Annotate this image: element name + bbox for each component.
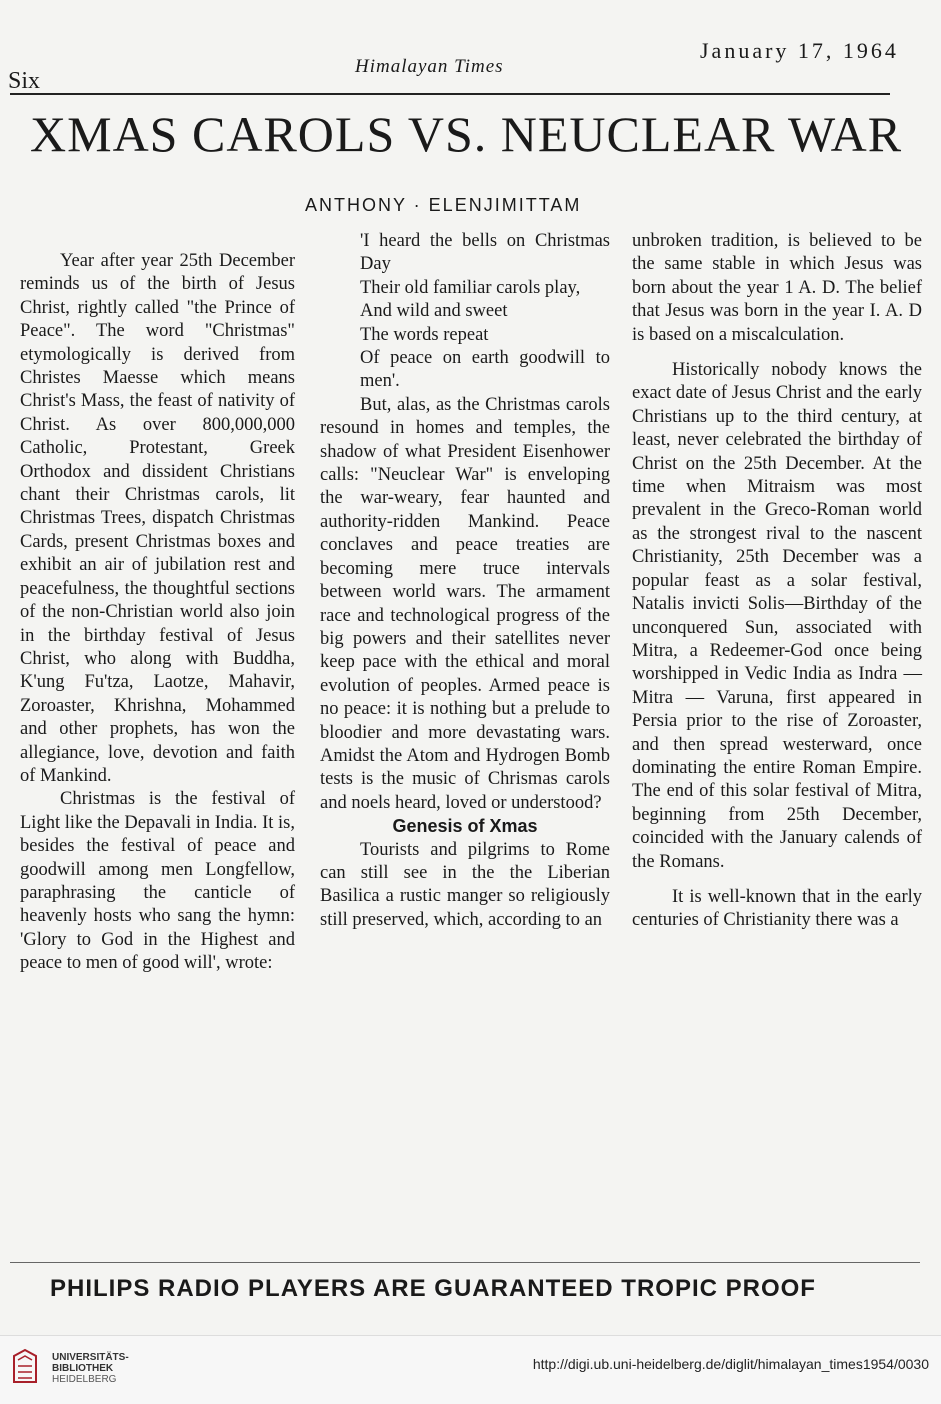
poem bbox=[320, 230, 610, 394]
issue-date: January 17, 1964 bbox=[700, 38, 899, 63]
paragraph: Historically nobody knows the exact date of Jesus Christ and the early Christians up to the third century, at least, never celebrated the birthday of Christ on the 25th December. At the time when Mitraism was most prevalent in the Greco-Roman world as the strongest rival to the nascent Christianity, 25th December was a popular feast as a solar festival, Natalis invicti Solis—Birthday of the unconquered Sun, associated with Mitra, a Redeemer-God once being worshipped in Vedic India as Indra — Mitra — Varuna, first appeared in Persia prior to the rise of Zoroaster, and then spread westerward, once dominating the entire Roman Empire. The end of this solar festival of Mitra, beginning from 25th December, coincided with the January calends of the Romans. bbox=[632, 360, 922, 872]
page-number: Six bbox=[8, 68, 41, 94]
poem-line: Of peace on earth goodwill to men'. bbox=[360, 348, 610, 392]
byline: ANTHONY · ELENJIMITTAM bbox=[305, 195, 582, 215]
advert-rule bbox=[10, 1262, 920, 1263]
subheading: Genesis of Xmas bbox=[392, 816, 538, 837]
library-name-line: BIBLIOTHEK bbox=[52, 1363, 114, 1374]
paragraph: unbroken tradition, is believed to be the same stable in which Jesus was born about the year 1 A. D. The belief that Jesus was born in the year I. A. D is based on a miscalculation. bbox=[632, 231, 922, 345]
library-logo-icon bbox=[10, 1346, 40, 1386]
poem-line: Their old familiar carols play, bbox=[360, 277, 581, 298]
paragraph: Tourists and pilgrims to Rome can still see in the the Liberian Basilica a rustic manger so religiously still preserved, which, according to an bbox=[320, 839, 610, 930]
header-rule bbox=[10, 93, 890, 95]
paragraph: Christmas is the festival of Light like the Depavali in India. It is, besides the festival of peace and goodwill among men Longfellow, paraphrasing the canticle of heavenly hosts who sang the hymn: 'Glory to God in the Highest and peace to men of good will', wrote: bbox=[20, 789, 295, 974]
poem-line: 'I heard the bells on Christmas Day bbox=[360, 231, 610, 275]
paragraph: Year after year 25th December reminds us of the birth of Jesus Christ, rightly called "the Prince of Peace". The word "Christmas" etymologically is derived from Christes Maesse which means Christ's Mass, the feast of nativity of Christ. As over 800,000,000 Catholic, Protestant, Greek Orthodox and dissident Christians chant their Christmas carols, lit Christmas Trees, dispatch Christmas Cards, present Christmas boxes and exhibit an air of jubilation rest and peacefulness, the thoughtful sections of the non-Christian world also join in the birthday festival of Jesus Christ, who along with Buddha, K'ung Fu'tza, Laotze, Mahavir, Zoroaster, Khrishna, Mohammed and other prophets, has won the allegiance, love, devotion and faith of Mankind. bbox=[20, 251, 295, 786]
column-1 bbox=[20, 250, 295, 976]
headline: XMAS CAROLS VS. NEUCLEAR WAR bbox=[30, 106, 903, 162]
column-2 bbox=[320, 230, 610, 932]
paragraph: But, alas, as the Christmas carols resound in homes and temples, the shadow of what President Eisenhower calls: "Neuclear War" is enveloping the war-weary, fear haunted and authority-ridden Mankind. Peace conclaves and peace treaties are becoming mere truce intervals between world wars. The armament race and technological progress of the big powers and their satellites never keep pace with the ethical and moral evolution of peoples. Armed peace is no peace: it is nothing but a prelude to bloodier and more devastating wars. Amidst the Atom and Hydrogen Bomb tests is the music of Chrismas carols and noels heard, loved or understood? bbox=[320, 394, 610, 813]
poem-line: And wild and sweet bbox=[360, 301, 508, 322]
library-name-line: HEIDELBERG bbox=[52, 1374, 117, 1385]
poem-line: The words repeat bbox=[360, 324, 489, 345]
paragraph: It is well-known that in the early centuries of Christianity there was a bbox=[632, 886, 922, 931]
advert-banner: PHILIPS RADIO PLAYERS ARE GUARANTEED TROPIC PROOF bbox=[50, 1275, 816, 1302]
library-footer bbox=[0, 1335, 941, 1404]
masthead: Himalayan Times bbox=[355, 56, 504, 77]
column-3 bbox=[632, 230, 922, 933]
library-name bbox=[52, 1352, 129, 1385]
source-url-link[interactable]: http://digi.ub.uni-heidelberg.de/diglit/himalayan_times1954/0030 bbox=[532, 1356, 929, 1372]
library-name-line: UNIVERSITÄTS- bbox=[52, 1352, 129, 1363]
